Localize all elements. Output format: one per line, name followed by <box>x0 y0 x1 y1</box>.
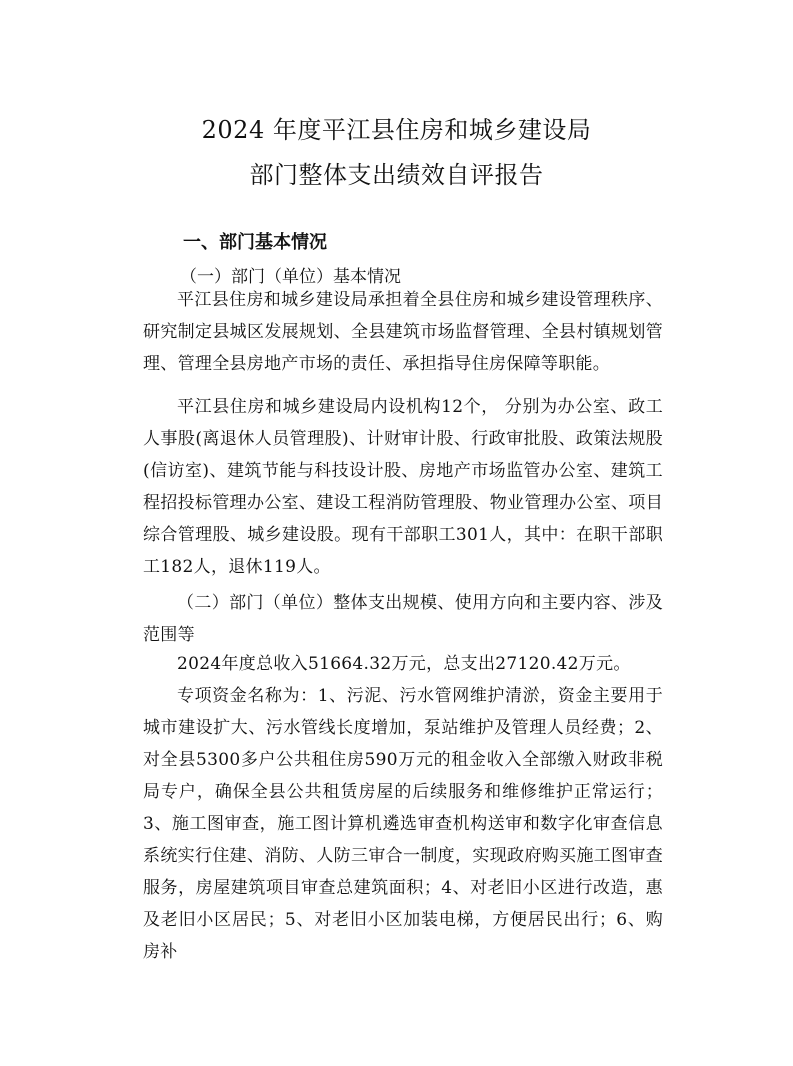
paragraph-organization: 平江县住房和城乡建设局内设机构12个， 分别为办公室、政工人事股(离退休人员管理股)、计财审计股、行政审批股、政策法规股(信访室)、建筑节能与科技设计股、房地产市场监管办公室、建筑工程招投标管理办公室、建设工程消防管理股、物业管理办公室、项目综合管理股、城乡建设股。现有干部职工301人，其中：在职干部职工182人，退休119人。 <box>143 397 663 577</box>
subsection-heading-2: （二）部门（单位）整体支出规模、使用方向和主要内容、涉及范围等 <box>143 593 663 645</box>
paragraph-special-funds: 专项资金名称为：1、污泥、污水管网维护清淤，资金主要用于城市建设扩大、污水管线长度增加，泵站维护及管理人员经费；2、对全县5300多户公共租住房590万元的租金收入全部缴入财政非税局专户，确保全县公共租赁房屋的后续服务和维修维护正常运行；3、施工图审查，施工图计算机遴选审查机构送审和数字化审查信息系统实行住建、消防、人防三审合一制度，实现政府购买施工图审查服务，房屋建筑项目审查总建筑面积；4、对老旧小区进行改造，惠及老旧小区居民；5、对老旧小区加装电梯，方便居民出行；6、购房补 <box>143 686 663 962</box>
paragraph-responsibilities: 平江县住房和城乡建设局承担着全县住房和城乡建设管理秩序、研究制定县城区发展规划、全县建筑市场监督管理、全县村镇规划管理、管理全县房地产市场的责任、承担指导住房保障等职能。 <box>143 290 663 374</box>
paragraph-budget-totals: 2024年度总收入51664.32万元，总支出27120.42万元。 <box>177 654 631 674</box>
document-title-line2: 部门整体支出绩效自评报告 <box>249 161 544 189</box>
subsection-heading: （一）部门（单位）基本情况 <box>180 267 401 287</box>
document-title-line1: 2024 年度平江县住房和城乡建设局 <box>201 116 592 144</box>
section-heading: 一、部门基本情况 <box>183 232 327 253</box>
